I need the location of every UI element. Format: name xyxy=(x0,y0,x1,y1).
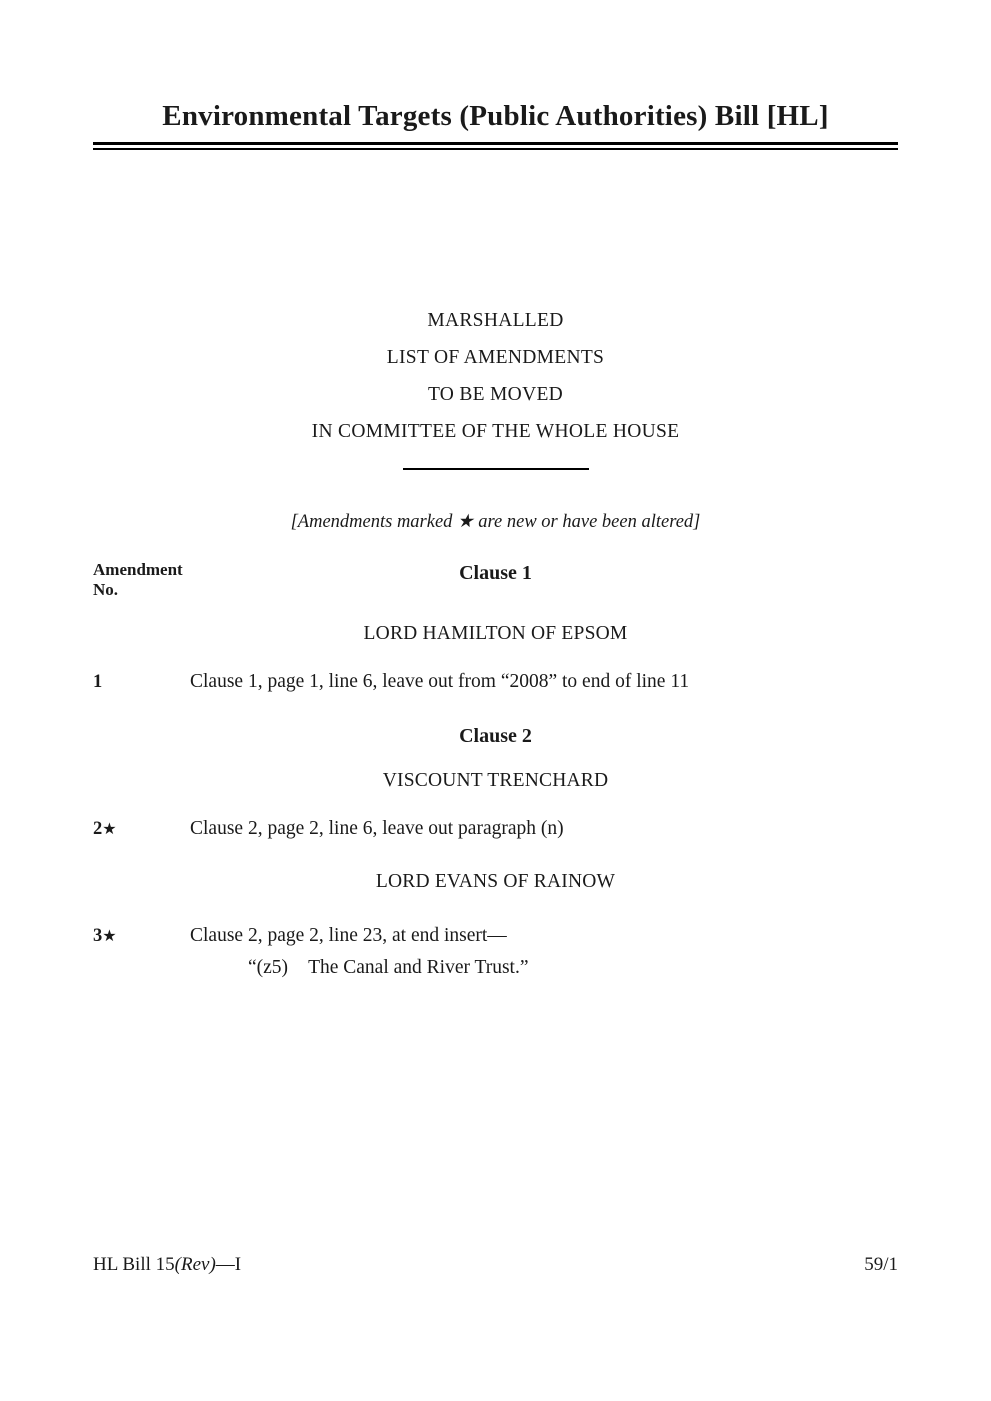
star-marker: ★ xyxy=(102,928,117,945)
bill-title: Environmental Targets (Public Authorities) Bill [HL] xyxy=(162,100,829,132)
amendment-3-number-value: 3 xyxy=(93,926,103,946)
amendment-row-2 xyxy=(93,813,898,846)
amendment-row-3 xyxy=(93,920,898,984)
amendment-3-body xyxy=(190,920,898,984)
bill-reference-prefix: HL Bill 15 xyxy=(93,1254,175,1275)
clause-2-heading: Clause 2 xyxy=(459,725,532,747)
amendment-3-text: Clause 2, page 2, line 23, at end insert— xyxy=(190,925,507,946)
amendment-3-number xyxy=(93,920,190,984)
title-double-rule xyxy=(93,142,898,150)
subtitle-line-marshalled: MARSHALLED xyxy=(427,310,564,331)
bill-reference-rev: (Rev) xyxy=(174,1254,216,1275)
amendment-3-inserted-text xyxy=(248,952,898,984)
amendment-header-row xyxy=(93,560,898,600)
subtitle-line-to-be-moved: TO BE MOVED xyxy=(427,384,564,405)
amendment-1-text: Clause 1, page 1, line 6, leave out from “2008” to end of line 11 xyxy=(190,671,690,692)
amendment-2-number xyxy=(93,813,190,846)
bill-reference-suffix: —I xyxy=(215,1254,242,1275)
inserted-paragraph-marker: “(z5) xyxy=(248,957,289,978)
clause-1-heading: Clause 1 xyxy=(459,562,532,584)
separator-rule xyxy=(403,468,589,470)
amendment-2-number-value: 2 xyxy=(93,819,103,839)
document-subtitle xyxy=(93,302,898,450)
peer-name-viscount-trenchard: VISCOUNT TRENCHARD xyxy=(382,770,609,791)
inserted-paragraph-text: The Canal and River Trust.” xyxy=(308,957,529,978)
amendment-2-text: Clause 2, page 2, line 6, leave out paragraph (n) xyxy=(190,818,564,839)
amendment-no-label-line1: Amendment xyxy=(93,560,183,579)
peer-name-lord-evans: LORD EVANS OF RAINOW xyxy=(375,871,616,892)
document-content xyxy=(0,96,991,984)
page-footer xyxy=(93,1252,898,1278)
session-print-number: 59/1 xyxy=(864,1254,898,1275)
subtitle-line-committee: IN COMMITTEE OF THE WHOLE HOUSE xyxy=(311,421,680,442)
subtitle-line-list-of-amendments: LIST OF AMENDMENTS xyxy=(386,347,605,368)
bill-reference xyxy=(93,1252,241,1278)
amendment-1-number-value: 1 xyxy=(93,672,103,692)
star-legend-note: [Amendments marked ★ are new or have been altered] xyxy=(290,512,701,532)
peer-name-lord-hamilton: LORD HAMILTON OF EPSOM xyxy=(363,623,628,644)
star-marker: ★ xyxy=(102,821,117,838)
amendment-no-label-line2: No. xyxy=(93,580,119,599)
amendment-row-1 xyxy=(93,666,898,699)
amendment-1-number xyxy=(93,666,190,699)
